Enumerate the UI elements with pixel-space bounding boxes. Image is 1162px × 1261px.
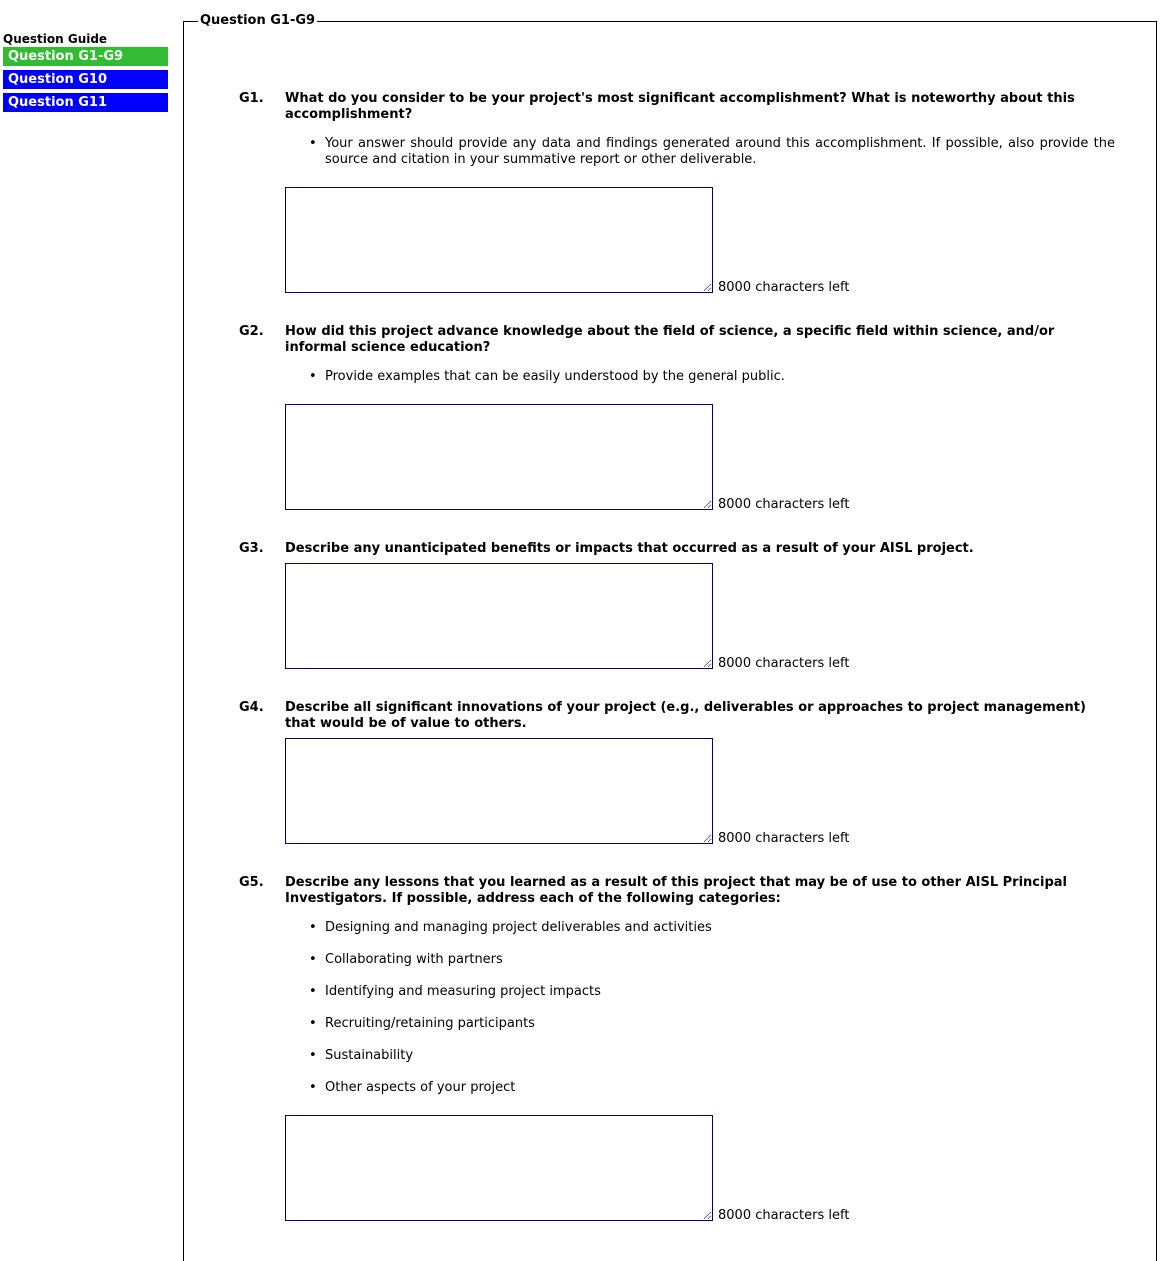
guidance-item: • Your answer should provide any data and findings generated around this accomplishment. If possible, also provide the source and citation in your summative report or other deliverable. (285, 136, 1115, 168)
guidance-item: • Collaborating with partners (285, 952, 1115, 968)
guidance-item: • Other aspects of your project (285, 1080, 1115, 1096)
question-guidance-list (285, 369, 1115, 385)
guidance-item: • Provide examples that can be easily understood by the general public. (285, 369, 1115, 385)
answer-textarea-g1[interactable] (285, 187, 713, 293)
char-counter: 8000 characters left (718, 656, 850, 671)
nav-question-g10[interactable]: Question G10 (3, 70, 168, 89)
question-text: What do you consider to be your project's most significant accomplishment? What is noteworthy about this accomplishment? (285, 91, 1075, 122)
questions-fieldset (183, 13, 1157, 1261)
question-number: G3. (239, 541, 264, 556)
question-text: Describe any lessons that you learned as a result of this project that may be of use to other AISL Principal Investigators. If possible, address each of the following categories: (285, 875, 1067, 906)
question-guidance-list (285, 920, 1115, 1112)
question-guide-sidebar (3, 31, 168, 116)
question-number: G4. (239, 700, 264, 715)
char-counter: 8000 characters left (718, 831, 850, 846)
question-number: G5. (239, 875, 264, 890)
answer-textarea-g2[interactable] (285, 404, 713, 510)
guidance-item: • Designing and managing project deliverables and activities (285, 920, 1115, 936)
char-counter: 8000 characters left (718, 497, 850, 512)
question-number: G1. (239, 91, 264, 106)
nav-question-g1-g9[interactable]: Question G1-G9 (3, 47, 168, 66)
guidance-item: • Recruiting/retaining participants (285, 1016, 1115, 1032)
answer-textarea-g5[interactable] (285, 1115, 713, 1221)
guidance-item: • Identifying and measuring project impacts (285, 984, 1115, 1000)
sidebar-title: Question Guide (3, 32, 108, 46)
guidance-item: • Sustainability (285, 1048, 1115, 1064)
question-number: G2. (239, 324, 264, 339)
question-text: Describe all significant innovations of your project (e.g., deliverables or approaches to project management) that would be of value to others. (285, 700, 1086, 731)
char-counter: 8000 characters left (718, 1208, 850, 1223)
answer-textarea-g4[interactable] (285, 738, 713, 844)
fieldset-legend: Question G1-G9 (200, 13, 316, 28)
question-guidance-list (285, 136, 1115, 168)
char-counter: 8000 characters left (718, 280, 850, 295)
nav-question-g11[interactable]: Question G11 (3, 93, 168, 112)
question-text: How did this project advance knowledge about the field of science, a specific field within science, and/or informal science education? (285, 324, 1055, 355)
answer-textarea-g3[interactable] (285, 563, 713, 669)
question-text: Describe any unanticipated benefits or impacts that occurred as a result of your AISL project. (285, 541, 974, 556)
